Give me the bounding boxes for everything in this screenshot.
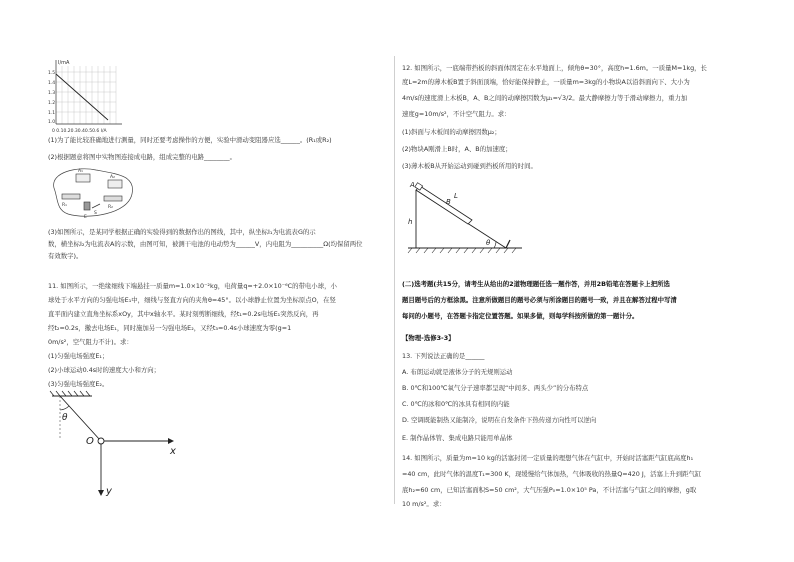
q11-line1: 11. 如图所示，一绝缘细线下端悬挂一质量m=1.0×10⁻²kg，电荷量q=+2.0×10⁻⁶C的带电小球，小	[48, 282, 337, 290]
column-divider	[394, 56, 395, 504]
x-axis-label: x	[170, 446, 176, 457]
q12-incline-figure	[402, 178, 532, 256]
rheostat-r1-label: R₁	[62, 203, 67, 208]
q14-line2: =40 cm，此时气体的温度T₁=300 K，现缓慢给气体加热，气体吸收的热量Q=420 J，活塞上升到距气缸	[402, 470, 702, 478]
q12-line2: 度L=2m的薄木板B置于斜面顶端，恰好能保持静止，一质量m=3kg的小物块A以沿斜面向下、大小为	[402, 78, 690, 86]
q13-option-e: E. 制作晶体管、集成电路只能用单晶体	[402, 434, 513, 442]
right-column	[402, 56, 742, 506]
q13-option-d: D. 空调既能制热又能制冷，说明在自发条件下热传递方向性可以逆向	[402, 416, 597, 424]
q11-sub3: (3)匀强电场强度E₂。	[48, 380, 109, 388]
q10-part1: (1)为了能比较准确地进行测量，同时还要考虑操作的方便，实验中滑动变阻器应选______。(R₁或R₂)	[48, 136, 332, 144]
q10-part3-line3: 有效数字)。	[48, 252, 83, 260]
q11-sub2: (2)小球运动0.4s时的速度大小和方向；	[48, 366, 161, 374]
q14-line3: 底h₂=60 cm，已知活塞面积S=50 cm²，大气压强P₀=1.0×10⁵ Pa，不计活塞与气缸之间的摩擦，g取	[402, 486, 697, 494]
q11-sub1: (1)匀强电场强度E₁；	[48, 352, 109, 360]
theta-label: θ	[62, 413, 68, 423]
section-instruction-line1: (二)选考题(共15分，请考生从给出的2道物理题任选一题作答，并用2B铅笔在答题卡上把所选	[402, 280, 670, 288]
board-b-label: B	[446, 198, 451, 206]
q12-sub2: (2)物块A刚滑上B时，A、B的加速度；	[402, 145, 512, 153]
current-graph	[48, 56, 138, 136]
q10-part2: (2)根据题意将图中实物图连接成电路，组成完整的电路________。	[48, 153, 236, 161]
ytick: 1.4	[48, 81, 56, 86]
block-a-label: A	[410, 181, 415, 189]
section-instruction-line2: 题目题号后的方框涂黑。注意所做题目的题号必须与所涂题目的题号一致，并且在解答过程中写清	[402, 296, 677, 304]
q14-line4: 10 m/s²。求：	[402, 500, 446, 508]
ytick: 1.5	[48, 71, 56, 76]
section-heading: 【物理-选修3-3】	[402, 334, 455, 342]
q13-option-c: C. 0℃的冰和0℃的冰具有相同的内能	[402, 400, 510, 408]
q11-line4: 经t₂=0.2s，撤去电场E₁，同时施加另一匀强电场E₂，又经t₃=0.4s小球速度为零(g=1	[48, 324, 292, 332]
left-column	[48, 56, 386, 506]
q12-line4: 速度g=10m/s²，不计空气阻力。求：	[402, 110, 511, 118]
graph-line	[56, 74, 108, 120]
height-h-label: h	[408, 218, 413, 226]
q14-line1: 14. 如图所示，质量为m=10 kg的活塞封闭一定质量的理想气体在气缸中，开始时活塞距气缸底高度h₁	[402, 454, 694, 462]
angle-theta-label: θ	[486, 239, 491, 247]
q11-line3: 直平面内建立直角坐标系xOy，其中x轴水平。某时刻剪断细线，经t₁=0.2s电场E₁突然反向，再	[48, 310, 319, 318]
q12-line3: 4m/s的速度滑上木板B，A、B之间的动摩擦因数为μ₁=√3/2。最大静摩擦力等于滑动摩擦力，重力加	[402, 94, 688, 102]
length-l-label: L	[454, 192, 458, 200]
q10-part3-line1: (3)如图所示，是某同学根据正确的实验得到的数据作出的图线，其中，纵坐标I₁为电流表G的示	[48, 228, 316, 236]
ytick: 1.2	[48, 101, 56, 106]
ammeter-a1-label: A₁	[78, 169, 83, 174]
q12-line1: 12. 如图所示，一底端带挡板的斜面体固定在水平地面上，倾角θ=30°，高度h=1.6m。一质量M=1kg，长	[402, 64, 707, 72]
q12-sub1: (1)斜面与木板间的动摩擦因数μ₂；	[402, 128, 501, 136]
q11-line5: 0m/s²，空气阻力不计)。求：	[48, 338, 133, 346]
q11-figure	[48, 390, 188, 506]
q13-stem: 13. 下列说法正确的是______	[402, 352, 485, 360]
circuit-diagram	[48, 164, 138, 226]
switch-label: S	[94, 211, 97, 216]
q11-line2: 球处于水平方向的匀强电场E₁中，细线与竖直方向的夹角θ=45°。以小球静止位置为坐标原点O，在竖	[48, 296, 336, 304]
y-axis-label: y	[106, 486, 112, 497]
q13-option-a: A. 布朗运动就是液体分子的无规则运动	[402, 368, 513, 376]
ytick: 1.1	[48, 111, 56, 116]
q13-option-b: B. 0℃和100℃氧气分子速率都呈现“中间多、两头少”的分布特点	[402, 384, 589, 392]
section-instruction-line3: 每问的小题号，在答题卡指定位置答题。如果多做，则每学科按所做的第一题计分。	[402, 312, 639, 320]
battery-label: E	[84, 215, 87, 220]
charged-ball	[98, 438, 104, 444]
rheostat-r2-label: R₂	[108, 205, 113, 210]
q10-part3-line2: 数，横坐标I₂为电流表A的示数，由图可知，被测干电池的电动势为______V，内电阻为__________Ω(均保留两位	[48, 240, 363, 248]
origin-label: O	[86, 436, 94, 447]
ytick: 1.3	[48, 91, 56, 96]
graph-xlabel: 0 0.10.20.30.40.50.6 I/A	[52, 129, 107, 134]
q12-sub3: (3)薄木板B从开始运动到碰到挡板所用的时间。	[402, 162, 537, 170]
graph-ylabel: I/mA	[58, 60, 70, 66]
ytick: 1.0	[48, 120, 56, 125]
ammeter-a2-label: A₂	[110, 175, 115, 180]
